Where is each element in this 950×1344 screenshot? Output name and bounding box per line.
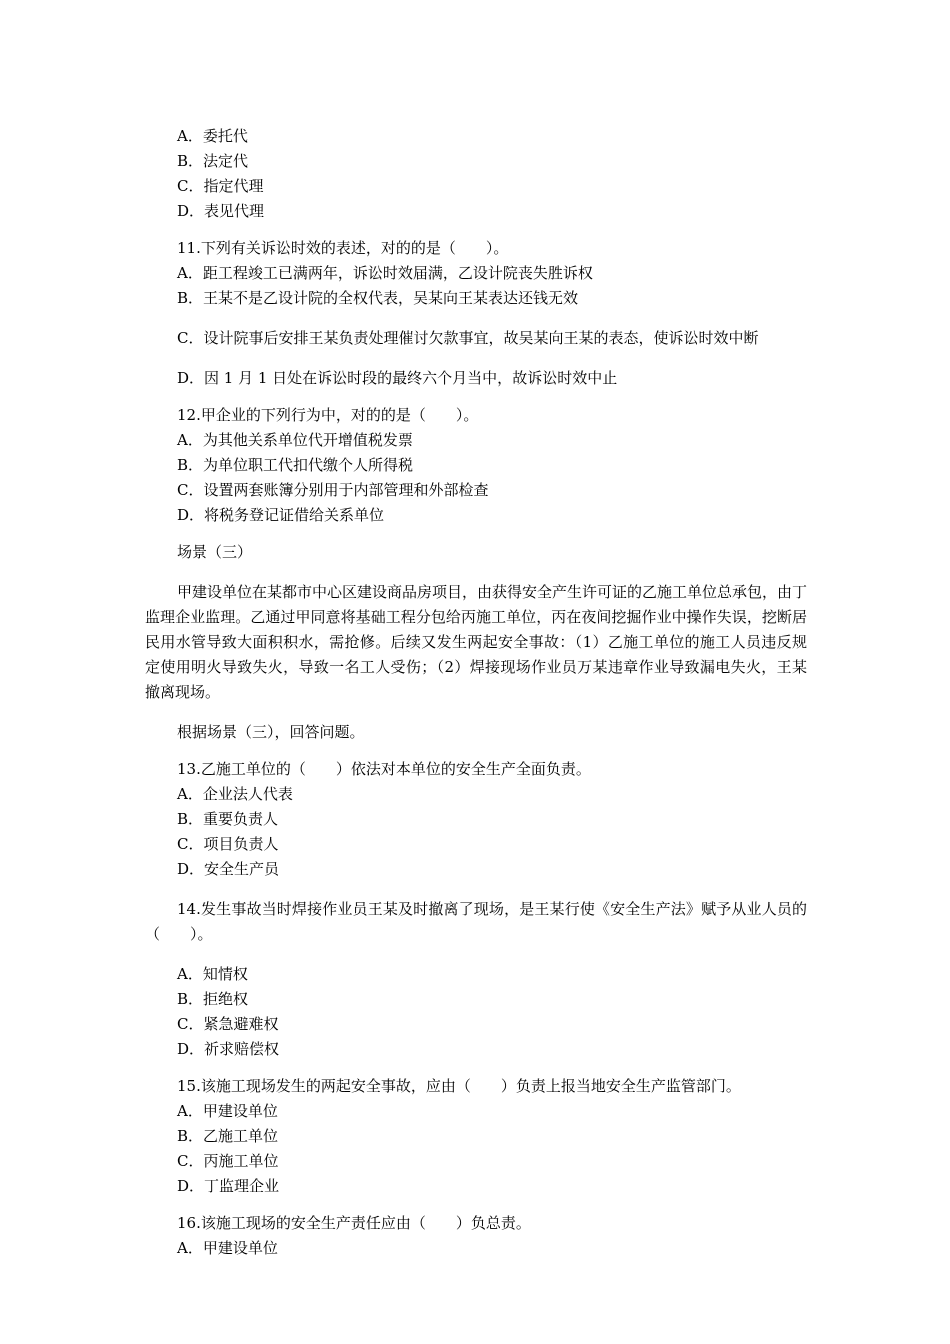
option-b: B．拒绝权 — [177, 990, 249, 1008]
question-15 — [145, 1074, 807, 1199]
question-14 — [145, 897, 807, 1062]
question-10-options — [145, 124, 807, 224]
scene-title: 场景（三） — [177, 543, 253, 561]
option-b: B．乙施工单位 — [177, 1127, 279, 1145]
option-d: D．祈求赔偿权 — [177, 1040, 280, 1058]
option-d: D．因 1 月 1 日处在诉讼时段的最终六个月当中，故诉讼时效中止 — [177, 369, 618, 387]
question-12 — [145, 403, 807, 528]
option-d: D．安全生产员 — [177, 860, 280, 878]
option-c: C．设置两套账簿分别用于内部管理和外部检查 — [177, 481, 489, 499]
question-16 — [145, 1211, 807, 1261]
question-stem: 13.乙施工单位的（ ）依法对本单位的安全生产全面负责。 — [177, 760, 591, 778]
question-stem: 15.该施工现场发生的两起安全事故，应由（ ）负责上报当地安全生产监管部门。 — [177, 1077, 741, 1095]
option-a: A．为其他关系单位代开增值税发票 — [177, 431, 413, 449]
option-d: D．将税务登记证借给关系单位 — [177, 506, 385, 524]
option-a: A．委托代 — [177, 127, 248, 145]
option-c: C．项目负责人 — [177, 835, 279, 853]
option-b: B．为单位职工代扣代缴个人所得税 — [177, 456, 414, 474]
question-13 — [145, 757, 807, 882]
option-c: C．指定代理 — [177, 177, 264, 195]
option-d: D．丁监理企业 — [177, 1177, 280, 1195]
scene-3 — [145, 540, 807, 745]
option-b: B．王某不是乙设计院的全权代表，吴某向王某表达还钱无效 — [177, 289, 579, 307]
question-11 — [145, 236, 807, 391]
question-stem: 12.甲企业的下列行为中，对的的是（ ）。 — [177, 406, 479, 424]
option-c: C．设计院事后安排王某负责处理催讨欠款事宜，故吴某向王某的表态，使诉讼时效中断 — [177, 329, 759, 347]
question-stem: 16.该施工现场的安全生产责任应由（ ）负总责。 — [177, 1214, 531, 1232]
option-c: C．紧急避难权 — [177, 1015, 279, 1033]
option-a: A．甲建设单位 — [177, 1239, 278, 1257]
option-a: A．知情权 — [177, 965, 248, 983]
option-a: A．距工程竣工已满两年，诉讼时效届满，乙设计院丧失胜诉权 — [177, 264, 593, 282]
option-a: A．企业法人代表 — [177, 785, 293, 803]
option-b: B．重要负责人 — [177, 810, 279, 828]
document-page — [145, 124, 807, 1261]
scene-prompt: 根据场景（三），回答问题。 — [177, 723, 365, 741]
option-b: B．法定代 — [177, 152, 249, 170]
scene-body: 甲建设单位在某都市中心区建设商品房项目，由获得安全产生许可证的乙施工单位总承包，由丁监理企业监理。乙通过甲同意将基础工程分包给丙施工单位，丙在夜间挖掘作业中操作失误，挖断居民用水管导致大面积积水，需抢修。后续又发生两起安全事故：（1）乙施工单位的施工人员违反规定使用明火导致失火，导致一名工人受伤；（2）焊接现场作业员万某违章作业导致漏电失火，王某撤离现场。 — [145, 583, 808, 701]
question-stem: 14.发生事故当时焊接作业员王某及时撤离了现场，是王某行使《安全生产法》赋予从业人员的（ ）。 — [145, 900, 807, 943]
option-d: D．表见代理 — [177, 202, 265, 220]
option-c: C．丙施工单位 — [177, 1152, 279, 1170]
option-a: A．甲建设单位 — [177, 1102, 278, 1120]
question-stem: 11.下列有关诉讼时效的表述，对的的是（ ）。 — [177, 239, 509, 257]
